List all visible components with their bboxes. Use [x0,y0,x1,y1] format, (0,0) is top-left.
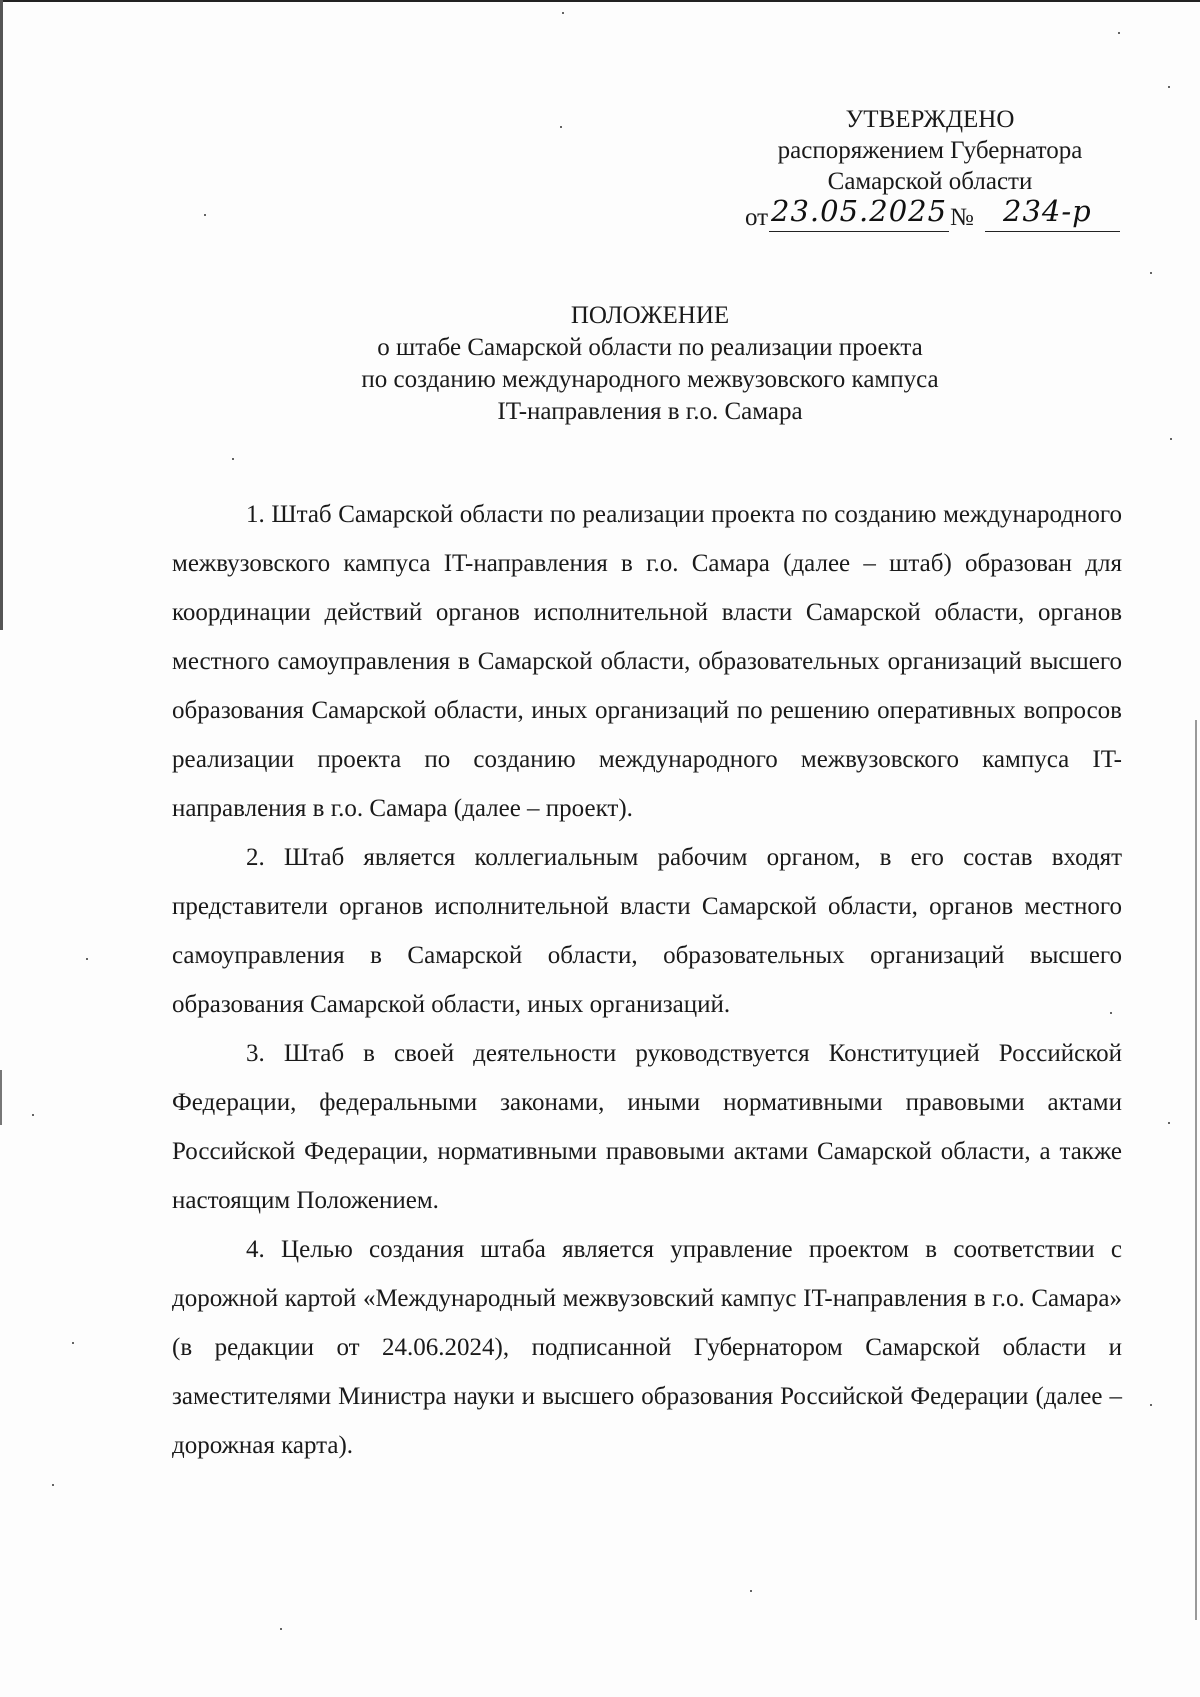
title-line-3: IT-направления в г.о. Самара [497,398,803,425]
number-underline [985,231,1120,232]
title-line-2: по созданию международного межвузовского кампуса [361,366,939,393]
scan-speck [280,1628,282,1630]
date-underline [769,231,949,232]
paragraph-2: 2. Штаб является коллегиальным рабочим органом, в его состав входят представители органов исполнительной власти Самарской области, органов местного самоуправления в Самарской области, образовательных организаций высшего образования Самарской области, иных организаций. [172,844,1122,1018]
approval-date-number [745,194,1125,240]
scan-edge-left [0,0,3,630]
scan-speck [1150,1404,1152,1406]
paragraph-1: 1. Штаб Самарской области по реализации проекта по созданию международного межвузовского кампуса IT-направления в г.о. Самара (далее – штаб) образован для координации действий органов исполнительной власти Самарской области, органов местного самоуправления в Самарской области, образовательных организаций высшего образования Самарской области, иных организаций по решению оперативных вопросов реализации проекта по созданию международного межвузовского кампуса IT-направления в г.о. Самара (далее – проект). [172,501,1122,822]
approval-heading: УТВЕРЖДЕНО [845,106,1015,133]
scan-edge-right [1195,720,1197,1620]
scan-speck [204,214,206,216]
scan-speck [32,1114,34,1116]
document-title [250,300,1050,428]
scan-speck [72,1342,74,1344]
scan-speck [232,458,234,460]
scan-speck [562,12,564,14]
scan-speck [750,1590,752,1592]
approval-region: Самарской области [827,168,1033,195]
title-line-1: о штабе Самарской области по реализации проекта [377,334,923,361]
paragraph-3: 3. Штаб в своей деятельности руководствуется Конституцией Российской Федерации, федеральными законами, иными нормативными правовыми актами Российской Федерации, нормативными правовыми актами Самарской области, а также настоящим Положением. [172,1040,1122,1214]
scan-speck [1118,32,1120,34]
paragraph-4: 4. Целью создания штаба является управление проектом в соответствии с дорожной картой «Международный межвузовский кампус IT-направления в г.о. Самара» (в редакции от 24.06.2024), подписанной Губернатором Самарской области и заместителями Министра науки и высшего образования Российской Федерации (далее – дорожная карта). [172,1236,1122,1459]
number-prefix: № [950,204,974,231]
document-body [172,490,1122,1470]
scan-speck [560,126,562,128]
scan-speck [1170,438,1172,440]
scan-speck [52,1484,54,1486]
scan-speck [1168,1122,1170,1124]
handwritten-number: 234-р [1003,194,1092,228]
scan-edge-left-mark [0,1070,2,1125]
handwritten-date: 23.05.2025 [771,194,948,228]
scan-speck [86,958,88,960]
scan-edge-top [0,0,1200,2]
date-prefix: от [745,204,769,231]
scan-speck [1168,86,1170,88]
title-heading: ПОЛОЖЕНИЕ [570,302,730,329]
approval-stamp [740,104,1120,197]
approval-authority: распоряжением Губернатора [777,137,1083,164]
scan-speck [1150,272,1152,274]
